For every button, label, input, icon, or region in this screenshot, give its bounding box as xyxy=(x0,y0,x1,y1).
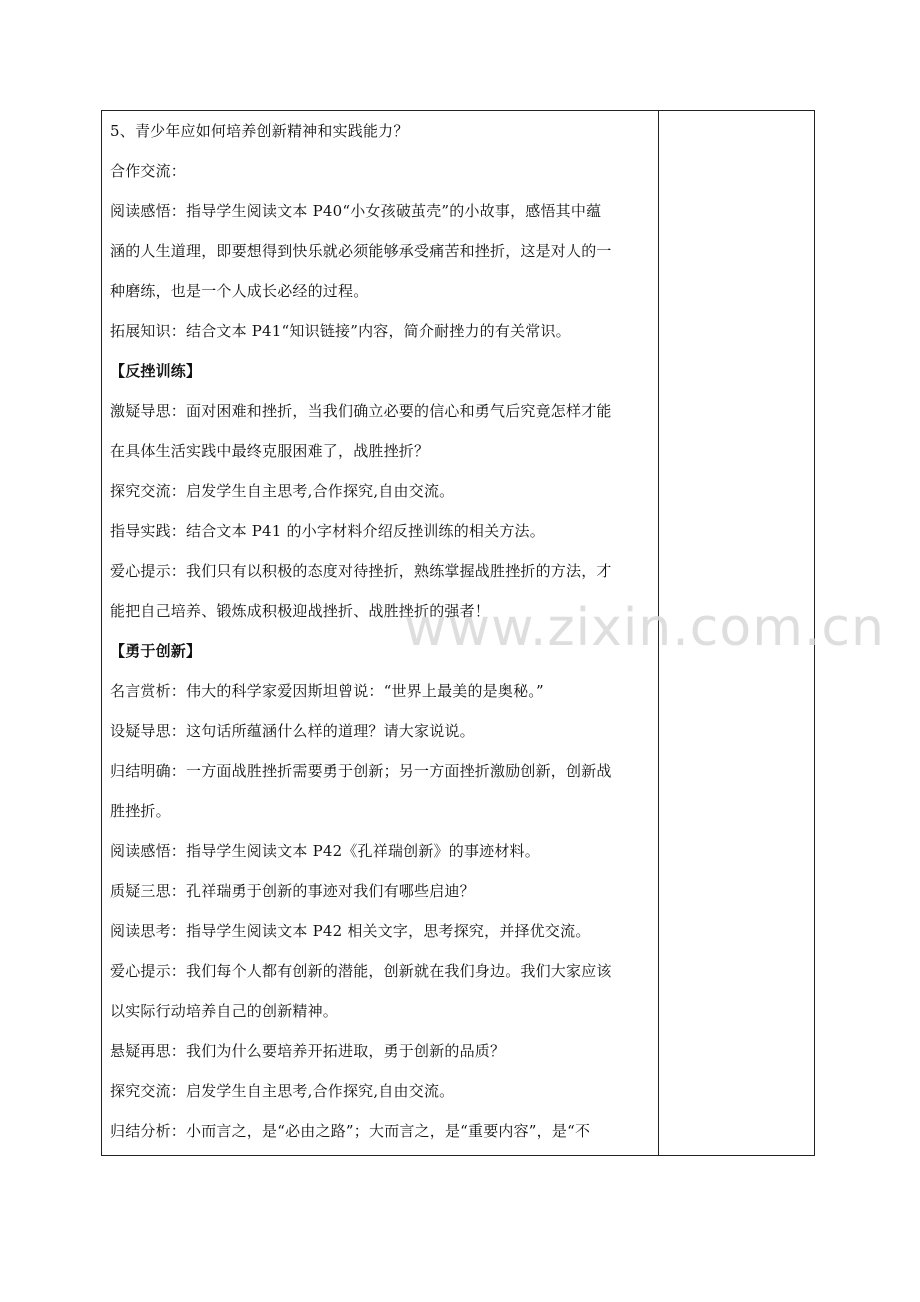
suspense-rethink: 悬疑再思：我们为什么要培养开拓进取，勇于创新的品质？ xyxy=(110,1042,506,1060)
caring-tip-1-line2: 能把自己培养、锻炼成积极迎战挫折、战胜挫折的强者！ xyxy=(110,602,491,620)
reading-thinking: 阅读思考：指导学生阅读文本 P42 相关文字，思考探究，并择优交流。 xyxy=(110,922,591,940)
summary-analysis: 归结分析：小而言之，是“必由之路”；大而言之，是“重要内容”，是“不 xyxy=(110,1122,591,1140)
inspire-thinking-line1: 激疑导思：面对困难和挫折，当我们确立必要的信心和勇气后究竟怎样才能 xyxy=(110,402,612,420)
lesson-content-cell xyxy=(102,111,658,1155)
cooperation-label: 合作交流： xyxy=(110,162,187,180)
section-heading-anti-frustration: 【反挫训练】 xyxy=(110,362,202,380)
caring-tip-1-line1: 爱心提示：我们只有以积极的态度对待挫折，熟练掌握战胜挫折的方法，才 xyxy=(110,562,612,580)
reading-insight-1-line1: 阅读感悟：指导学生阅读文本 P40“小女孩破茧壳”的小故事，感悟其中蕴 xyxy=(110,202,602,220)
inspire-thinking-line2: 在具体生活实践中最终克服困难了，战胜挫折？ xyxy=(110,442,430,460)
caring-tip-2-line2: 以实际行动培养自己的创新精神。 xyxy=(110,1002,339,1020)
extended-knowledge: 拓展知识：结合文本 P41“知识链接”内容，简介耐挫力的有关常识。 xyxy=(110,322,571,340)
question-reflection: 质疑三思：孔祥瑞勇于创新的事迹对我们有哪些启迪？ xyxy=(110,882,475,900)
reading-insight-1-line3: 种磨练，也是一个人成长必经的过程。 xyxy=(110,282,369,300)
conclusion-line2: 胜挫折。 xyxy=(110,802,171,820)
question-guidance: 设疑导思：这句话所蕴涵什么样的道理？请大家说说。 xyxy=(110,722,475,740)
section-heading-innovation: 【勇于创新】 xyxy=(110,642,202,660)
reading-insight-1-line2: 涵的人生道理，即要想得到快乐就必须能够承受痛苦和挫折，这是对人的一 xyxy=(110,242,612,260)
guided-practice: 指导实践：结合文本 P41 的小字材料介绍反挫训练的相关方法。 xyxy=(110,522,545,540)
reading-insight-2: 阅读感悟：指导学生阅读文本 P42《孔祥瑞创新》的事迹材料。 xyxy=(110,842,540,860)
lesson-table xyxy=(101,110,815,1156)
conclusion-line1: 归结明确：一方面战胜挫折需要勇于创新；另一方面挫折激励创新，创新战 xyxy=(110,762,612,780)
watermark: www.zixin.com.cn xyxy=(404,598,885,658)
explore-exchange-2: 探究交流：启发学生自主思考,合作探究,自由交流。 xyxy=(110,1082,455,1100)
caring-tip-2-line1: 爱心提示：我们每个人都有创新的潜能，创新就在我们身边。我们大家应该 xyxy=(110,962,612,980)
question-5: 5、青少年应如何培养创新精神和实践能力？ xyxy=(110,122,409,140)
quote-appreciation: 名言赏析：伟大的科学家爱因斯坦曾说：“世界上最美的是奥秘。” xyxy=(110,682,544,700)
notes-cell xyxy=(659,111,814,1155)
explore-exchange-1: 探究交流：启发学生自主思考,合作探究,自由交流。 xyxy=(110,482,455,500)
